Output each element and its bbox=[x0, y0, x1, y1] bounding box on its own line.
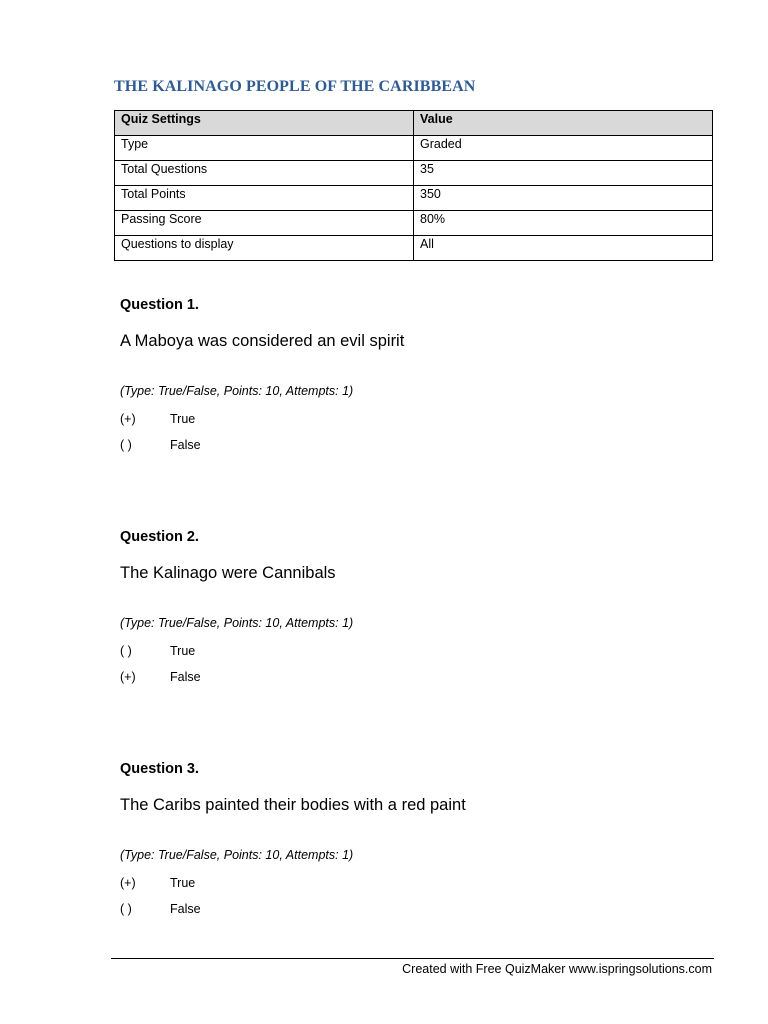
answer-options bbox=[120, 412, 404, 464]
table-cell: Questions to display bbox=[115, 236, 414, 261]
table-cell: All bbox=[414, 236, 713, 261]
table-row bbox=[115, 236, 713, 261]
answer-mark: (+) bbox=[120, 670, 136, 684]
table-header-row bbox=[115, 111, 713, 136]
table-cell: 35 bbox=[414, 161, 713, 186]
answer-mark: (+) bbox=[120, 412, 136, 426]
question-heading: Question 2. bbox=[120, 529, 199, 545]
table-row bbox=[115, 136, 713, 161]
table-cell: Graded bbox=[414, 136, 713, 161]
question-meta: (Type: True/False, Points: 10, Attempts: 1) bbox=[120, 384, 354, 398]
answer-mark: ( ) bbox=[120, 644, 132, 658]
answer-option bbox=[120, 902, 466, 928]
footer-credit: Created with Free QuizMaker www.ispringsolutions.com bbox=[402, 962, 712, 976]
answer-label: False bbox=[170, 902, 201, 916]
question-heading: Question 3. bbox=[120, 761, 199, 777]
answer-option bbox=[120, 876, 466, 902]
answer-label: False bbox=[170, 670, 201, 684]
answer-label: True bbox=[170, 412, 196, 426]
footer-divider bbox=[111, 958, 714, 959]
answer-option bbox=[120, 412, 404, 438]
answer-options bbox=[120, 876, 466, 928]
question-heading: Question 1. bbox=[120, 297, 199, 313]
question-text: The Kalinago were Cannibals bbox=[120, 564, 336, 582]
question-text: The Caribs painted their bodies with a red paint bbox=[120, 796, 466, 814]
question-text: A Maboya was considered an evil spirit bbox=[120, 332, 405, 350]
question-meta: (Type: True/False, Points: 10, Attempts: 1) bbox=[120, 848, 354, 862]
answer-mark: ( ) bbox=[120, 438, 132, 452]
table-header-cell: Value bbox=[414, 111, 713, 136]
table-row bbox=[115, 211, 713, 236]
table-row bbox=[115, 161, 713, 186]
quiz-settings-table bbox=[114, 110, 713, 261]
table-cell: 80% bbox=[414, 211, 713, 236]
question-1 bbox=[120, 297, 404, 464]
table-cell: Total Points bbox=[115, 186, 414, 211]
table-row bbox=[115, 186, 713, 211]
table-cell: Type bbox=[115, 136, 414, 161]
answer-label: True bbox=[170, 876, 196, 890]
answer-option bbox=[120, 644, 353, 670]
table-header-cell: Quiz Settings bbox=[115, 111, 414, 136]
answer-label: False bbox=[170, 438, 201, 452]
question-2 bbox=[120, 529, 353, 696]
question-meta: (Type: True/False, Points: 10, Attempts: 1) bbox=[120, 616, 354, 630]
answer-option bbox=[120, 438, 404, 464]
answer-mark: ( ) bbox=[120, 902, 132, 916]
table-cell: Total Questions bbox=[115, 161, 414, 186]
answer-label: True bbox=[170, 644, 196, 658]
answer-option bbox=[120, 670, 353, 696]
table-cell: Passing Score bbox=[115, 211, 414, 236]
question-3 bbox=[120, 761, 466, 928]
document-title: THE KALINAGO PEOPLE OF THE CARIBBEAN bbox=[114, 78, 476, 95]
answer-options bbox=[120, 644, 353, 696]
answer-mark: (+) bbox=[120, 876, 136, 890]
table-cell: 350 bbox=[414, 186, 713, 211]
